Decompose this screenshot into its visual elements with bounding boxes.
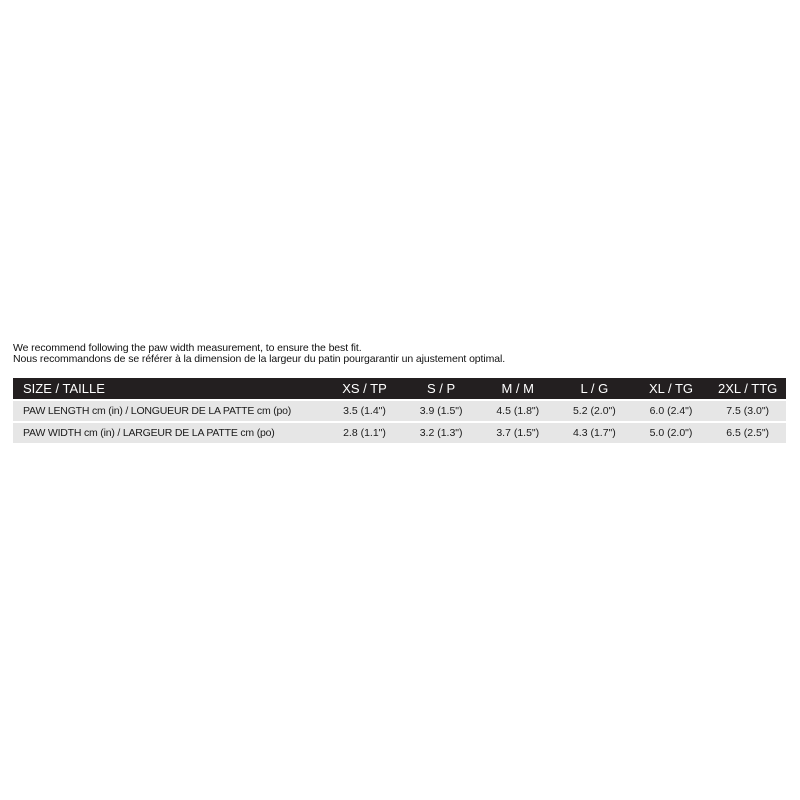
table-cell: 3.5 (1.4") [326, 401, 403, 421]
size-header-m: M / M [479, 378, 556, 399]
size-chart-table [13, 376, 786, 445]
size-header-xs: XS / TP [326, 378, 403, 399]
row-label-paw-length: PAW LENGTH cm (in) / LONGUEUR DE LA PATTE cm (po) [13, 401, 326, 421]
size-header-l: L / G [556, 378, 633, 399]
table-cell: 6.0 (2.4") [633, 401, 710, 421]
table-cell: 2.8 (1.1") [326, 423, 403, 443]
table-cell: 3.7 (1.5") [479, 423, 556, 443]
size-header-row [13, 378, 786, 399]
table-row-paw-length [13, 401, 786, 421]
note-english: We recommend following the paw width measurement, to ensure the best fit. [13, 342, 362, 354]
table-cell: 6.5 (2.5") [709, 423, 786, 443]
table-cell: 4.3 (1.7") [556, 423, 633, 443]
note-french: Nous recommandons de se référer à la dimension de la largeur du patin pourgarantir un ajustement optimal. [13, 353, 506, 365]
row-label-paw-width: PAW WIDTH cm (in) / LARGEUR DE LA PATTE cm (po) [13, 423, 326, 443]
size-header-s: S / P [403, 378, 480, 399]
fit-recommendation-note [13, 343, 793, 365]
size-header-label: SIZE / TAILLE [13, 378, 326, 399]
size-header-xl: XL / TG [633, 378, 710, 399]
size-header-2xl: 2XL / TTG [709, 378, 786, 399]
table-row-paw-width [13, 423, 786, 443]
table-cell: 4.5 (1.8") [479, 401, 556, 421]
table-cell: 7.5 (3.0") [709, 401, 786, 421]
table-cell: 5.0 (2.0") [633, 423, 710, 443]
table-cell: 5.2 (2.0") [556, 401, 633, 421]
table-cell: 3.9 (1.5") [403, 401, 480, 421]
table-cell: 3.2 (1.3") [403, 423, 480, 443]
